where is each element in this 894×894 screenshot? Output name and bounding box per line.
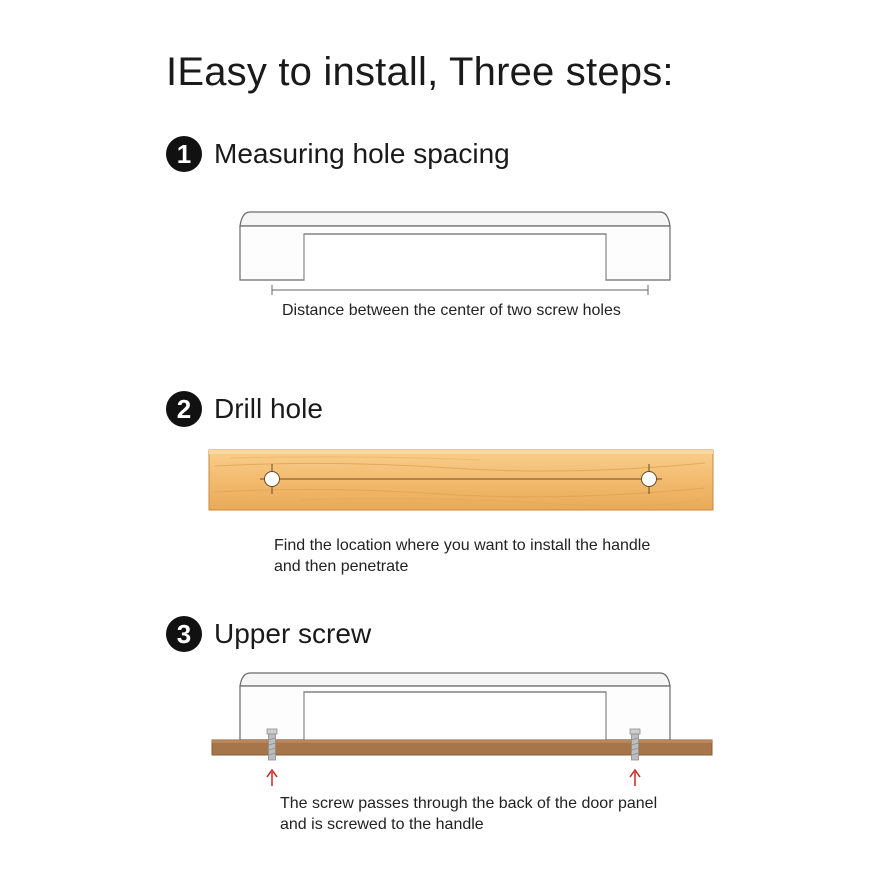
step-1-caption [282, 300, 621, 321]
wood-board [209, 450, 713, 510]
step-3-header [166, 616, 371, 652]
step-3-number-badge: 3 [166, 616, 202, 652]
step-3-caption-line-2: and is screwed to the handle [280, 816, 484, 833]
handle-icon [240, 673, 670, 740]
dimension-line [272, 285, 648, 295]
step-3-label: Upper screw [214, 618, 372, 649]
step-3-caption-line-1: The screw passes through the back of the door panel [280, 795, 658, 812]
step-3-caption [280, 793, 657, 835]
door-panel [212, 740, 712, 755]
step-1-caption-line-1: Distance between the center of two screw holes [282, 302, 621, 319]
arrow-up-right-icon [630, 770, 640, 786]
handle-icon [240, 212, 670, 280]
screw-right-icon [630, 729, 640, 760]
page-title: IEasy to install, Three steps: [166, 50, 674, 94]
step-2-caption-line-2: and then penetrate [274, 558, 409, 575]
step-1-number-badge: 1 [166, 136, 202, 172]
step-2-caption-line-1: Find the location where you want to install the handle [274, 537, 651, 554]
step-2-header [166, 391, 323, 427]
arrow-up-left-icon [267, 770, 277, 786]
drill-hole-right-icon [642, 464, 657, 494]
step-1-header [166, 136, 510, 172]
drill-hole-left-icon [265, 464, 280, 494]
step-1-label: Measuring hole spacing [214, 138, 510, 169]
screw-left-icon [267, 729, 277, 760]
step-2-number-badge: 2 [166, 391, 202, 427]
step-2-caption [274, 535, 650, 577]
step-2-label: Drill hole [214, 393, 323, 424]
